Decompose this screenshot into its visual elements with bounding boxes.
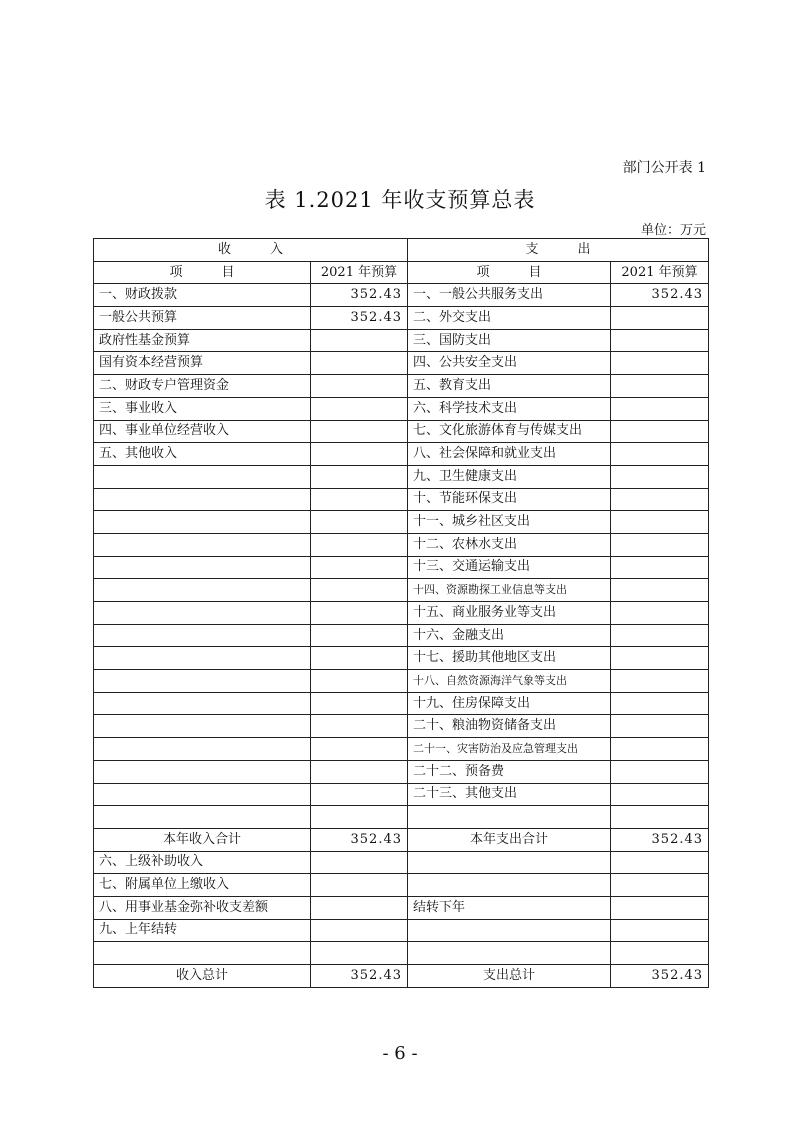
income-amount — [311, 874, 408, 897]
income-amount — [311, 465, 408, 488]
year-expense-total-label: 本年支出合计 — [408, 828, 611, 851]
income-item — [94, 488, 311, 511]
unit-label: 单位：万元 — [640, 223, 706, 238]
income-amount — [311, 420, 408, 443]
expense-item: 八、社会保障和就业支出 — [408, 443, 611, 466]
table-row — [94, 511, 709, 534]
income-item: 一般公共预算 — [94, 307, 311, 330]
expense-amount — [611, 307, 709, 330]
expense-item: 二十、粮油物资储备支出 — [408, 715, 611, 738]
income-amount — [311, 488, 408, 511]
expense-amount — [611, 760, 709, 783]
expense-amount — [611, 465, 709, 488]
income-item: 九、上年结转 — [94, 919, 311, 942]
expense-item: 二十三、其他支出 — [408, 783, 611, 806]
expense-amount — [611, 420, 709, 443]
expense-amount — [611, 896, 709, 919]
expense-amount — [611, 375, 709, 398]
table-row — [94, 670, 709, 693]
table-row — [94, 874, 709, 897]
table-row — [94, 533, 709, 556]
income-item — [94, 533, 311, 556]
table-row — [94, 919, 709, 942]
expense-amount — [611, 579, 709, 602]
expense-amount — [611, 602, 709, 625]
expense-amount — [611, 329, 709, 352]
grand-total-row — [94, 965, 709, 988]
expense-amount — [611, 443, 709, 466]
expense-item: 七、文化旅游体育与传媒支出 — [408, 420, 611, 443]
expense-amount — [611, 397, 709, 420]
table-row — [94, 738, 709, 761]
income-item — [94, 556, 311, 579]
table-row — [94, 556, 709, 579]
grand-income-total-label: 收入总计 — [94, 965, 311, 988]
income-item: 二、财政专户管理资金 — [94, 375, 311, 398]
table-row — [94, 329, 709, 352]
table-row — [94, 692, 709, 715]
income-amount — [311, 670, 408, 693]
expense-item: 十三、交通运输支出 — [408, 556, 611, 579]
expense-item: 十八、自然资源海洋气象等支出 — [408, 670, 611, 693]
year-income-total-label: 本年收入合计 — [94, 828, 311, 851]
income-item: 一、财政拨款 — [94, 284, 311, 307]
income-amount — [311, 579, 408, 602]
year-total-row — [94, 828, 709, 851]
income-amount — [311, 647, 408, 670]
expense-amount — [611, 670, 709, 693]
income-amount — [311, 896, 408, 919]
expense-item: 一、一般公共服务支出 — [408, 284, 611, 307]
table-row — [94, 783, 709, 806]
income-amount — [311, 556, 408, 579]
income-amount — [311, 783, 408, 806]
expense-amount — [611, 647, 709, 670]
expense-amount — [611, 556, 709, 579]
table-id-label: 部门公开表 1 — [622, 160, 706, 176]
table-row — [94, 896, 709, 919]
expense-item: 四、公共安全支出 — [408, 352, 611, 375]
income-item — [94, 783, 311, 806]
income-item — [94, 511, 311, 534]
table-row — [94, 851, 709, 874]
income-item: 七、附属单位上缴收入 — [94, 874, 311, 897]
table-row — [94, 488, 709, 511]
expense-item: 十五、商业服务业等支出 — [408, 602, 611, 625]
expense-item: 五、教育支出 — [408, 375, 611, 398]
table-row — [94, 375, 709, 398]
expense-amount — [611, 352, 709, 375]
expense-amount — [611, 692, 709, 715]
group-header-row — [94, 239, 709, 262]
income-item: 三、事业收入 — [94, 397, 311, 420]
expense-amount — [611, 624, 709, 647]
table-row — [94, 307, 709, 330]
expense-item — [408, 851, 611, 874]
table-row — [94, 624, 709, 647]
grand-expense-total-amount: 352.43 — [611, 965, 709, 988]
income-amount — [311, 397, 408, 420]
expense-item — [408, 919, 611, 942]
expense-item: 十七、援助其他地区支出 — [408, 647, 611, 670]
income-item: 四、事业单位经营收入 — [94, 420, 311, 443]
income-item: 五、其他收入 — [94, 443, 311, 466]
income-amount — [311, 375, 408, 398]
table-row — [94, 715, 709, 738]
expense-amount — [611, 942, 709, 965]
income-amount — [311, 624, 408, 647]
income-item — [94, 738, 311, 761]
expense-item: 二、外交支出 — [408, 307, 611, 330]
table-row — [94, 465, 709, 488]
expense-amount — [611, 488, 709, 511]
expense-item: 十一、城乡社区支出 — [408, 511, 611, 534]
expense-amount: 352.43 — [611, 284, 709, 307]
income-item: 六、上级补助收入 — [94, 851, 311, 874]
expense-amount — [611, 783, 709, 806]
income-item — [94, 579, 311, 602]
expense-amount — [611, 874, 709, 897]
expense-item: 九、卫生健康支出 — [408, 465, 611, 488]
expense-item — [408, 806, 611, 829]
table-row — [94, 284, 709, 307]
expense-amount — [611, 738, 709, 761]
expense-item: 十六、金融支出 — [408, 624, 611, 647]
expense-item-header: 项 目 — [408, 261, 611, 284]
expense-item: 二十二、预备费 — [408, 760, 611, 783]
income-item — [94, 465, 311, 488]
income-amount — [311, 329, 408, 352]
table-row — [94, 420, 709, 443]
expense-item: 十二、农林水支出 — [408, 533, 611, 556]
income-item — [94, 942, 311, 965]
page-number: - 6 - — [382, 1043, 418, 1064]
income-item: 政府性基金预算 — [94, 329, 311, 352]
expense-amount — [611, 533, 709, 556]
expense-item — [408, 874, 611, 897]
income-item — [94, 806, 311, 829]
table-row — [94, 602, 709, 625]
table-row — [94, 579, 709, 602]
expense-item: 十、节能环保支出 — [408, 488, 611, 511]
income-item — [94, 760, 311, 783]
budget-summary-table — [93, 238, 709, 988]
income-item — [94, 692, 311, 715]
income-amount — [311, 511, 408, 534]
income-item: 国有资本经营预算 — [94, 352, 311, 375]
expense-amount — [611, 715, 709, 738]
expense-amount — [611, 806, 709, 829]
expense-budget-header: 2021 年预算 — [611, 261, 709, 284]
grand-expense-total-label: 支出总计 — [408, 965, 611, 988]
income-item-header: 项 目 — [94, 261, 311, 284]
table-row — [94, 397, 709, 420]
income-item — [94, 715, 311, 738]
income-amount — [311, 942, 408, 965]
income-amount — [311, 602, 408, 625]
expense-item — [408, 942, 611, 965]
income-amount — [311, 715, 408, 738]
expense-item: 六、科学技术支出 — [408, 397, 611, 420]
income-amount — [311, 692, 408, 715]
income-amount — [311, 806, 408, 829]
table-row — [94, 352, 709, 375]
column-header-row — [94, 261, 709, 284]
expense-item: 十九、住房保障支出 — [408, 692, 611, 715]
income-amount — [311, 738, 408, 761]
year-income-total-amount: 352.43 — [311, 828, 408, 851]
table-row — [94, 760, 709, 783]
year-expense-total-amount: 352.43 — [611, 828, 709, 851]
expense-amount — [611, 919, 709, 942]
table-row — [94, 443, 709, 466]
income-amount — [311, 851, 408, 874]
income-amount — [311, 533, 408, 556]
expense-item: 三、国防支出 — [408, 329, 611, 352]
table-body — [94, 239, 709, 988]
income-amount — [311, 443, 408, 466]
expense-amount — [611, 851, 709, 874]
income-item: 八、用事业基金弥补收支差额 — [94, 896, 311, 919]
income-amount: 352.43 — [311, 307, 408, 330]
income-budget-header: 2021 年预算 — [311, 261, 408, 284]
income-group-header: 收 入 — [94, 239, 408, 262]
expense-group-header: 支 出 — [408, 239, 709, 262]
income-amount — [311, 760, 408, 783]
income-item — [94, 602, 311, 625]
income-amount — [311, 919, 408, 942]
income-item — [94, 647, 311, 670]
page-title: 表 1.2021 年收支预算总表 — [264, 188, 536, 212]
income-item — [94, 670, 311, 693]
table-row — [94, 806, 709, 829]
expense-item: 二十一、灾害防治及应急管理支出 — [408, 738, 611, 761]
expense-item: 结转下年 — [408, 896, 611, 919]
income-amount: 352.43 — [311, 284, 408, 307]
expense-amount — [611, 511, 709, 534]
expense-item: 十四、资源勘探工业信息等支出 — [408, 579, 611, 602]
grand-income-total-amount: 352.43 — [311, 965, 408, 988]
table-row — [94, 942, 709, 965]
income-amount — [311, 352, 408, 375]
table-row — [94, 647, 709, 670]
income-item — [94, 624, 311, 647]
